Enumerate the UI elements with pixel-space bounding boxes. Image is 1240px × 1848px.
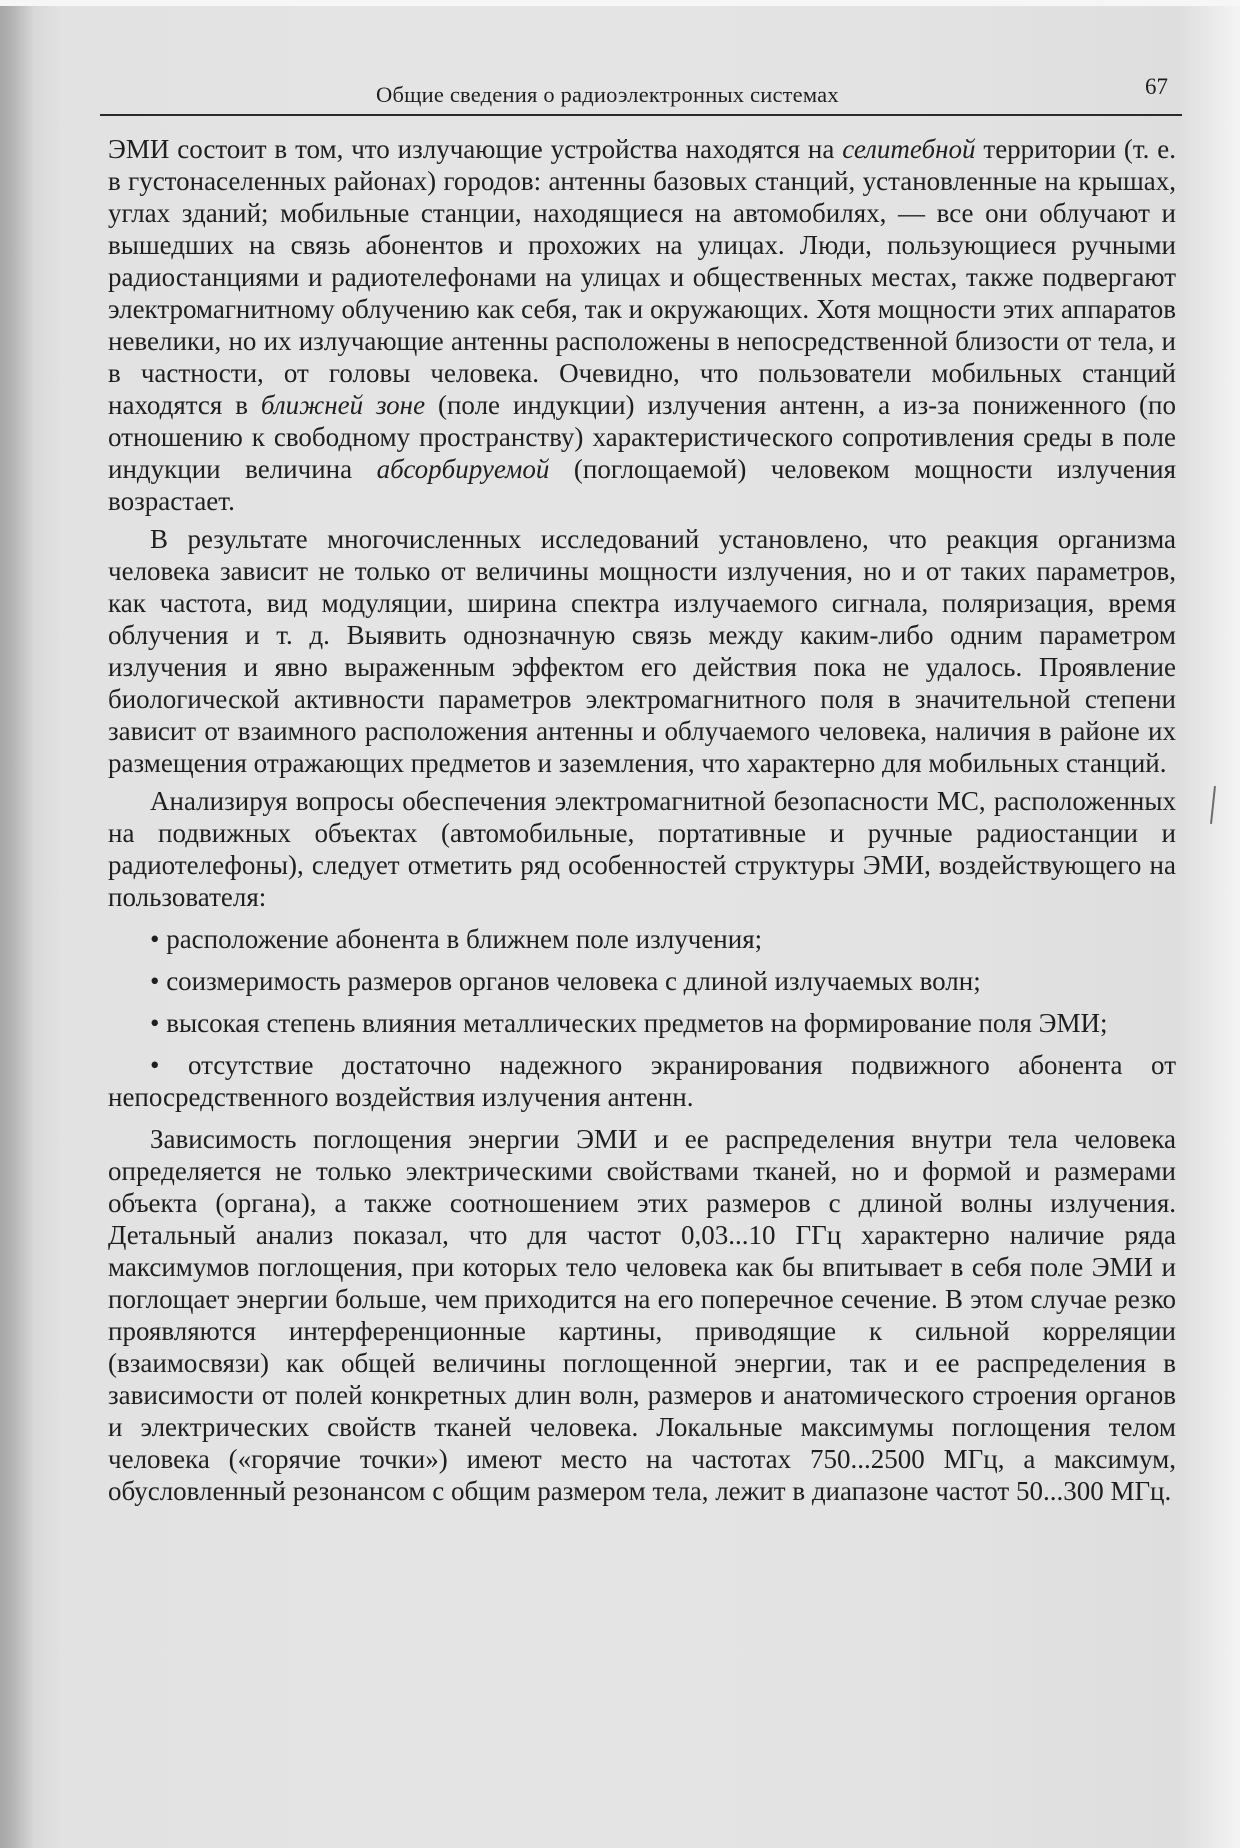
italic-term: ближней зоне — [260, 390, 426, 420]
paragraph — [108, 785, 1176, 913]
list-item: • расположение абонента в ближнем поле излучения; — [150, 924, 763, 954]
text-run: (поглощаемой) человеком мощности излучения возрастает. — [108, 454, 1177, 516]
paragraph: Зависимость поглощения энергии ЭМИ и ее распределения внутри тела человека определяется не только электрическими свойствами тканей, но и формой и размерами объекта (органа), а также соотношением этих размеров с длиной волны излучения. Детальный анализ показал, что для частот 0,03...10 ГГц характерно наличие ряда максимумов поглощения, при которых тело человека как бы впитывает в себя поле ЭМИ и поглощает энергии больше, чем приходится на его поперечное сечение. В этом случае резко проявляются интерференционные картины, приводящие к сильной корреляции (взаимосвязи) как общей величины поглощенной энергии, так и ее распределения в зависимости от полей конкретных длин волн, размеров и анатомического строения органов и электрических свойств тканей человека. Локальные максимумы поглощения телом человека («горячие точки») имеют место на частотах 750...2500 МГц, а максимум, обусловленный резонансом с общим размером тела, лежит в диапазоне частот 50...300 МГц. — [108, 1124, 1176, 1506]
italic-term: селитебной — [842, 134, 976, 164]
paragraph-continued — [108, 133, 1176, 517]
list-item: • высокая степень влияния металлических предметов на формирование поля ЭМИ; — [150, 1008, 1108, 1038]
paragraph — [108, 523, 1176, 779]
text-run: территории (т. е. в густонаселенных районах) городов: антенны базовых станций, установленные на крышах, углах зданий; мобильные станции, находящиеся на автомобилях, — все они облучают и вышедших на связь абонентов и прохожих на улицах. Люди, пользующиеся ручными радиостанциями и радиотелефонами на улицах и общественных местах, также подвергают электромагнитному облучению как себя, так и окружающих. Хотя мощности этих аппаратов невелики, но их излучающие антенны расположены в непосредственной близости от тела, и в частности, от головы человека. Очевидно, что пользователи мобильных станций находятся в — [108, 134, 1176, 420]
text-run: Анализируя вопросы обеспечения электромагнитной безопасности МС, расположенных на подвижных объектах (автомобильные, портативные и ручные радиостанции и радиотелефоны), следует отметить ряд особенностей структуры ЭМИ, воздействующего на пользователя: — [108, 786, 1176, 912]
page-number: 67 — [1145, 74, 1168, 99]
book-spine-shadow — [0, 0, 34, 1848]
text-run: В результате многочисленных исследований установлено, что реакция организма человека зависит не только от величины мощности излучения, но и от таких параметров, как частота, вид модуляции, ширина спектра излучаемого сигнала, поляризация, время облучения и т. д. Выявить однозначную связь между каким-либо одним параметром излучения и явно выраженным эффектом его действия пока не удалось. Проявление биологической активности параметров электромагнитного поля в значительной степени зависит от взаимного расположения антенны и облучаемого человека, наличия в районе их размещения отражающих предметов и заземления, что характерно для мобильных станций. — [108, 524, 1176, 778]
running-header — [100, 70, 1182, 116]
pencil-mark — [1210, 786, 1216, 824]
text-run: ЭМИ состоит в том, что излучающие устройства находятся на — [108, 134, 843, 164]
running-header-title: Общие сведения о радиоэлектронных системах — [376, 82, 839, 107]
page-top-edge — [0, 0, 1240, 6]
list-item: • соизмеримость размеров органов человека с длиной излучаемых волн; — [150, 966, 981, 996]
list-item: • отсутствие достаточно надежного экранирования подвижного абонента от непосредственного воздействия излучения антенн. — [108, 1050, 1176, 1112]
body-text — [108, 133, 1176, 1507]
text-run: (поле индукции) излучения антенн, а из-за пониженного (по отношению к свободному пространству) характеристического сопротивления среды в поле индукции величина — [108, 390, 1176, 484]
italic-term: абсорбируемой — [376, 454, 550, 484]
